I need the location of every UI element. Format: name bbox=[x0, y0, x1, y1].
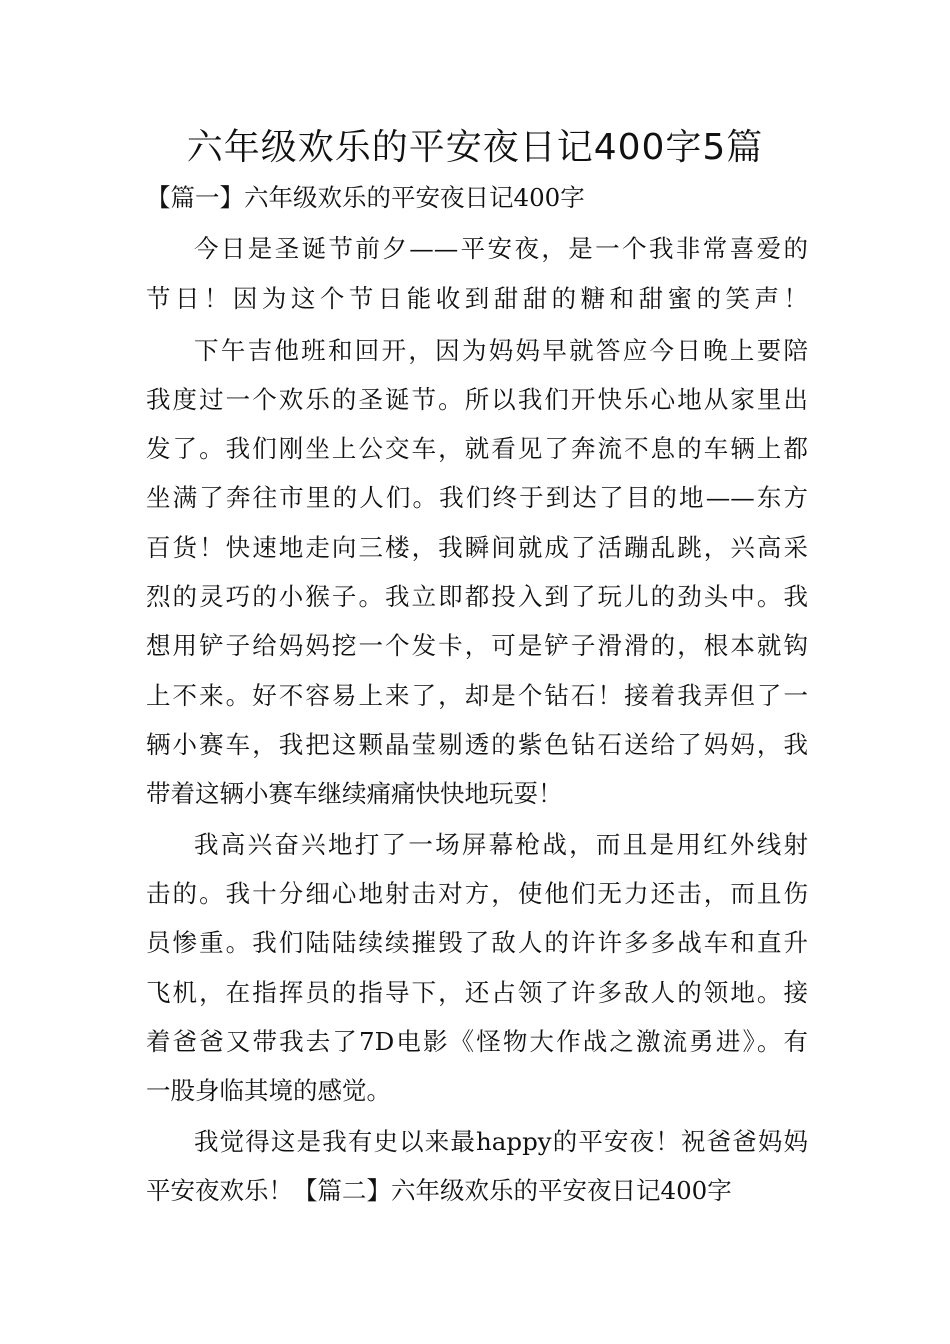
paragraph-line: 下午吉他班和回开，因为妈妈早就答应今日晚上要陪 bbox=[194, 336, 808, 365]
paragraph-line: 平安夜欢乐！【篇二】六年级欢乐的平安夜日记400字 bbox=[146, 1176, 732, 1205]
paragraph-line: 我高兴奋兴地打了一场屏幕枪战，而且是用红外线射 bbox=[194, 830, 808, 859]
paragraph-line: 发了。我们刚坐上公交车，就看见了奔流不息的车辆上都 bbox=[146, 434, 808, 463]
paragraph-line: 飞机，在指挥员的指导下，还占领了许多敌人的领地。接 bbox=[146, 978, 808, 1007]
paragraph-line: 想用铲子给妈妈挖一个发卡，可是铲子滑滑的，根本就钩 bbox=[146, 631, 808, 660]
paragraph-line: 烈的灵巧的小猴子。我立即都投入到了玩儿的劲头中。我 bbox=[146, 582, 808, 611]
paragraph-line: 我度过一个欢乐的圣诞节。所以我们开快乐心地从家里出 bbox=[146, 385, 808, 414]
paragraph-line: 带着这辆小赛车继续痛痛快快地玩耍！ bbox=[146, 779, 563, 808]
paragraph-line: 今日是圣诞节前夕——平安夜，是一个我非常喜爱的 bbox=[194, 234, 808, 263]
document-title: 六年级欢乐的平安夜日记400字5篇 bbox=[186, 127, 764, 168]
paragraph-line: 百货！快速地走向三楼，我瞬间就成了活蹦乱跳，兴高采 bbox=[146, 533, 808, 562]
paragraph-line: 着爸爸又带我去了7D电影《怪物大作战之激流勇进》。有 bbox=[146, 1027, 808, 1056]
paragraph-line: 辆小赛车，我把这颗晶莹剔透的紫色钻石送给了妈妈，我 bbox=[146, 730, 808, 759]
paragraph-line: 员惨重。我们陆陆续续摧毁了敌人的许许多多战车和直升 bbox=[146, 928, 808, 957]
paragraph-line: 上不来。好不容易上来了，却是个钻石！接着我弄但了一 bbox=[146, 681, 808, 710]
paragraph-line: 击的。我十分细心地射击对方，使他们无力还击，而且伤 bbox=[146, 879, 808, 908]
paragraph-line: 我觉得这是我有史以来最happy的平安夜！祝爸爸妈妈 bbox=[194, 1127, 808, 1156]
paragraph-line: 坐满了奔往市里的人们。我们终于到达了目的地——东方 bbox=[146, 483, 808, 512]
paragraph-line: 一股身临其境的感觉。 bbox=[146, 1076, 391, 1105]
section-heading: 【篇一】六年级欢乐的平安夜日记400字 bbox=[146, 183, 585, 212]
paragraph-line: 节日！因为这个节日能收到甜甜的糖和甜蜜的笑声！ bbox=[146, 284, 808, 313]
